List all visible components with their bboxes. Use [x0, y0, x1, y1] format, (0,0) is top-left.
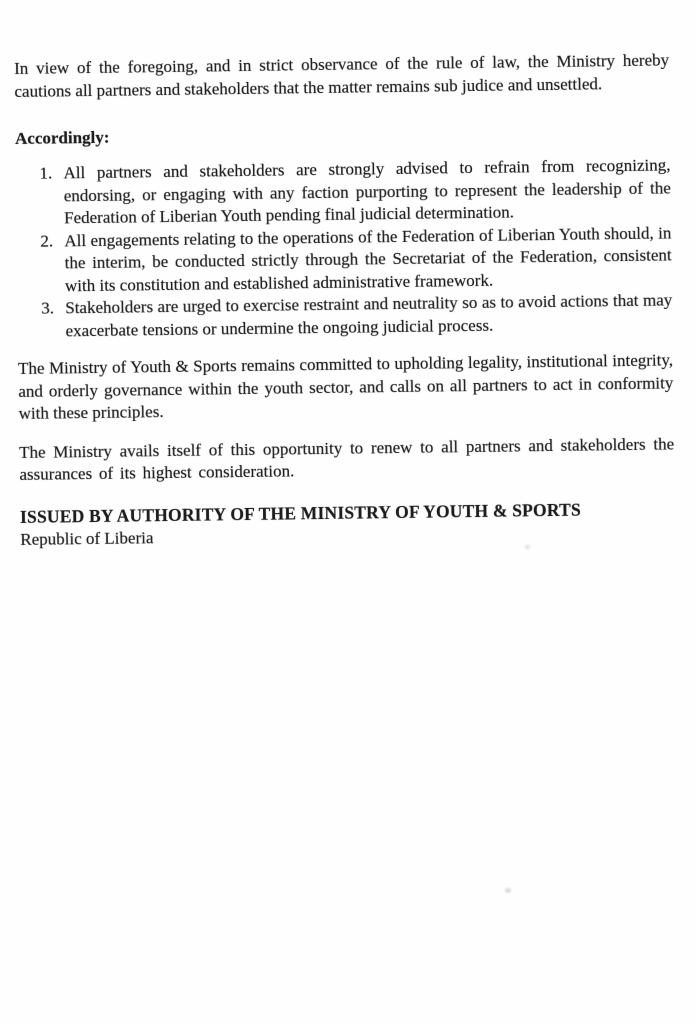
- list-item-text: Stakeholders are urged to exercise restraint and neutrality so as to avoid actions that may exacerbate tensions or undermine the ongoing judicial process.: [65, 290, 673, 340]
- list-item-text: All engagements relating to the operations of the Federation of Liberian Youth should, in the interim, be conducted strictly through the Secretariat of the Federation, consistent with its constitution and established administrative framework.: [64, 222, 672, 295]
- list-item: [17, 289, 673, 343]
- intro-paragraph: In view of the foregoing, and in strict observance of the rule of law, the Ministry hereby cautions all partners and stakeholders that the matter remains sub judice and unsettled.: [14, 50, 670, 101]
- list-item-number: 2.: [40, 231, 54, 251]
- closing-paragraph: The Ministry avails itself of this opportunity to renew to all partners and stakeholders the assurances of its highest consideration.: [19, 433, 675, 484]
- list-item-number: 3.: [41, 298, 55, 318]
- list-item-text: All partners and stakeholders are strongly advised to refrain from recognizing, endorsing, or engaging with any faction purporting to represent the leadership of the Federation of Liberian Youth pending final judicial determination.: [63, 155, 671, 228]
- list-item: [15, 154, 671, 230]
- document-body: [14, 49, 675, 549]
- list-item-number: 1.: [39, 163, 53, 183]
- commitment-paragraph: The Ministry of Youth & Sports remains committed to upholding legality, institutional integrity, and orderly governance within the youth sector, and calls on all partners to act in conformity with these principles.: [17, 350, 674, 423]
- scan-artifact-speck: [525, 545, 530, 549]
- directives-list: [15, 154, 672, 343]
- list-item: [16, 222, 672, 298]
- scan-artifact-speck: [505, 888, 511, 893]
- republic-of-liberia-line: Republic of Liberia: [20, 527, 154, 549]
- accordingly-heading: Accordingly:: [14, 127, 110, 148]
- issued-by-authority-line: ISSUED BY AUTHORITY OF THE MINISTRY OF YOUTH & SPORTS: [19, 499, 581, 527]
